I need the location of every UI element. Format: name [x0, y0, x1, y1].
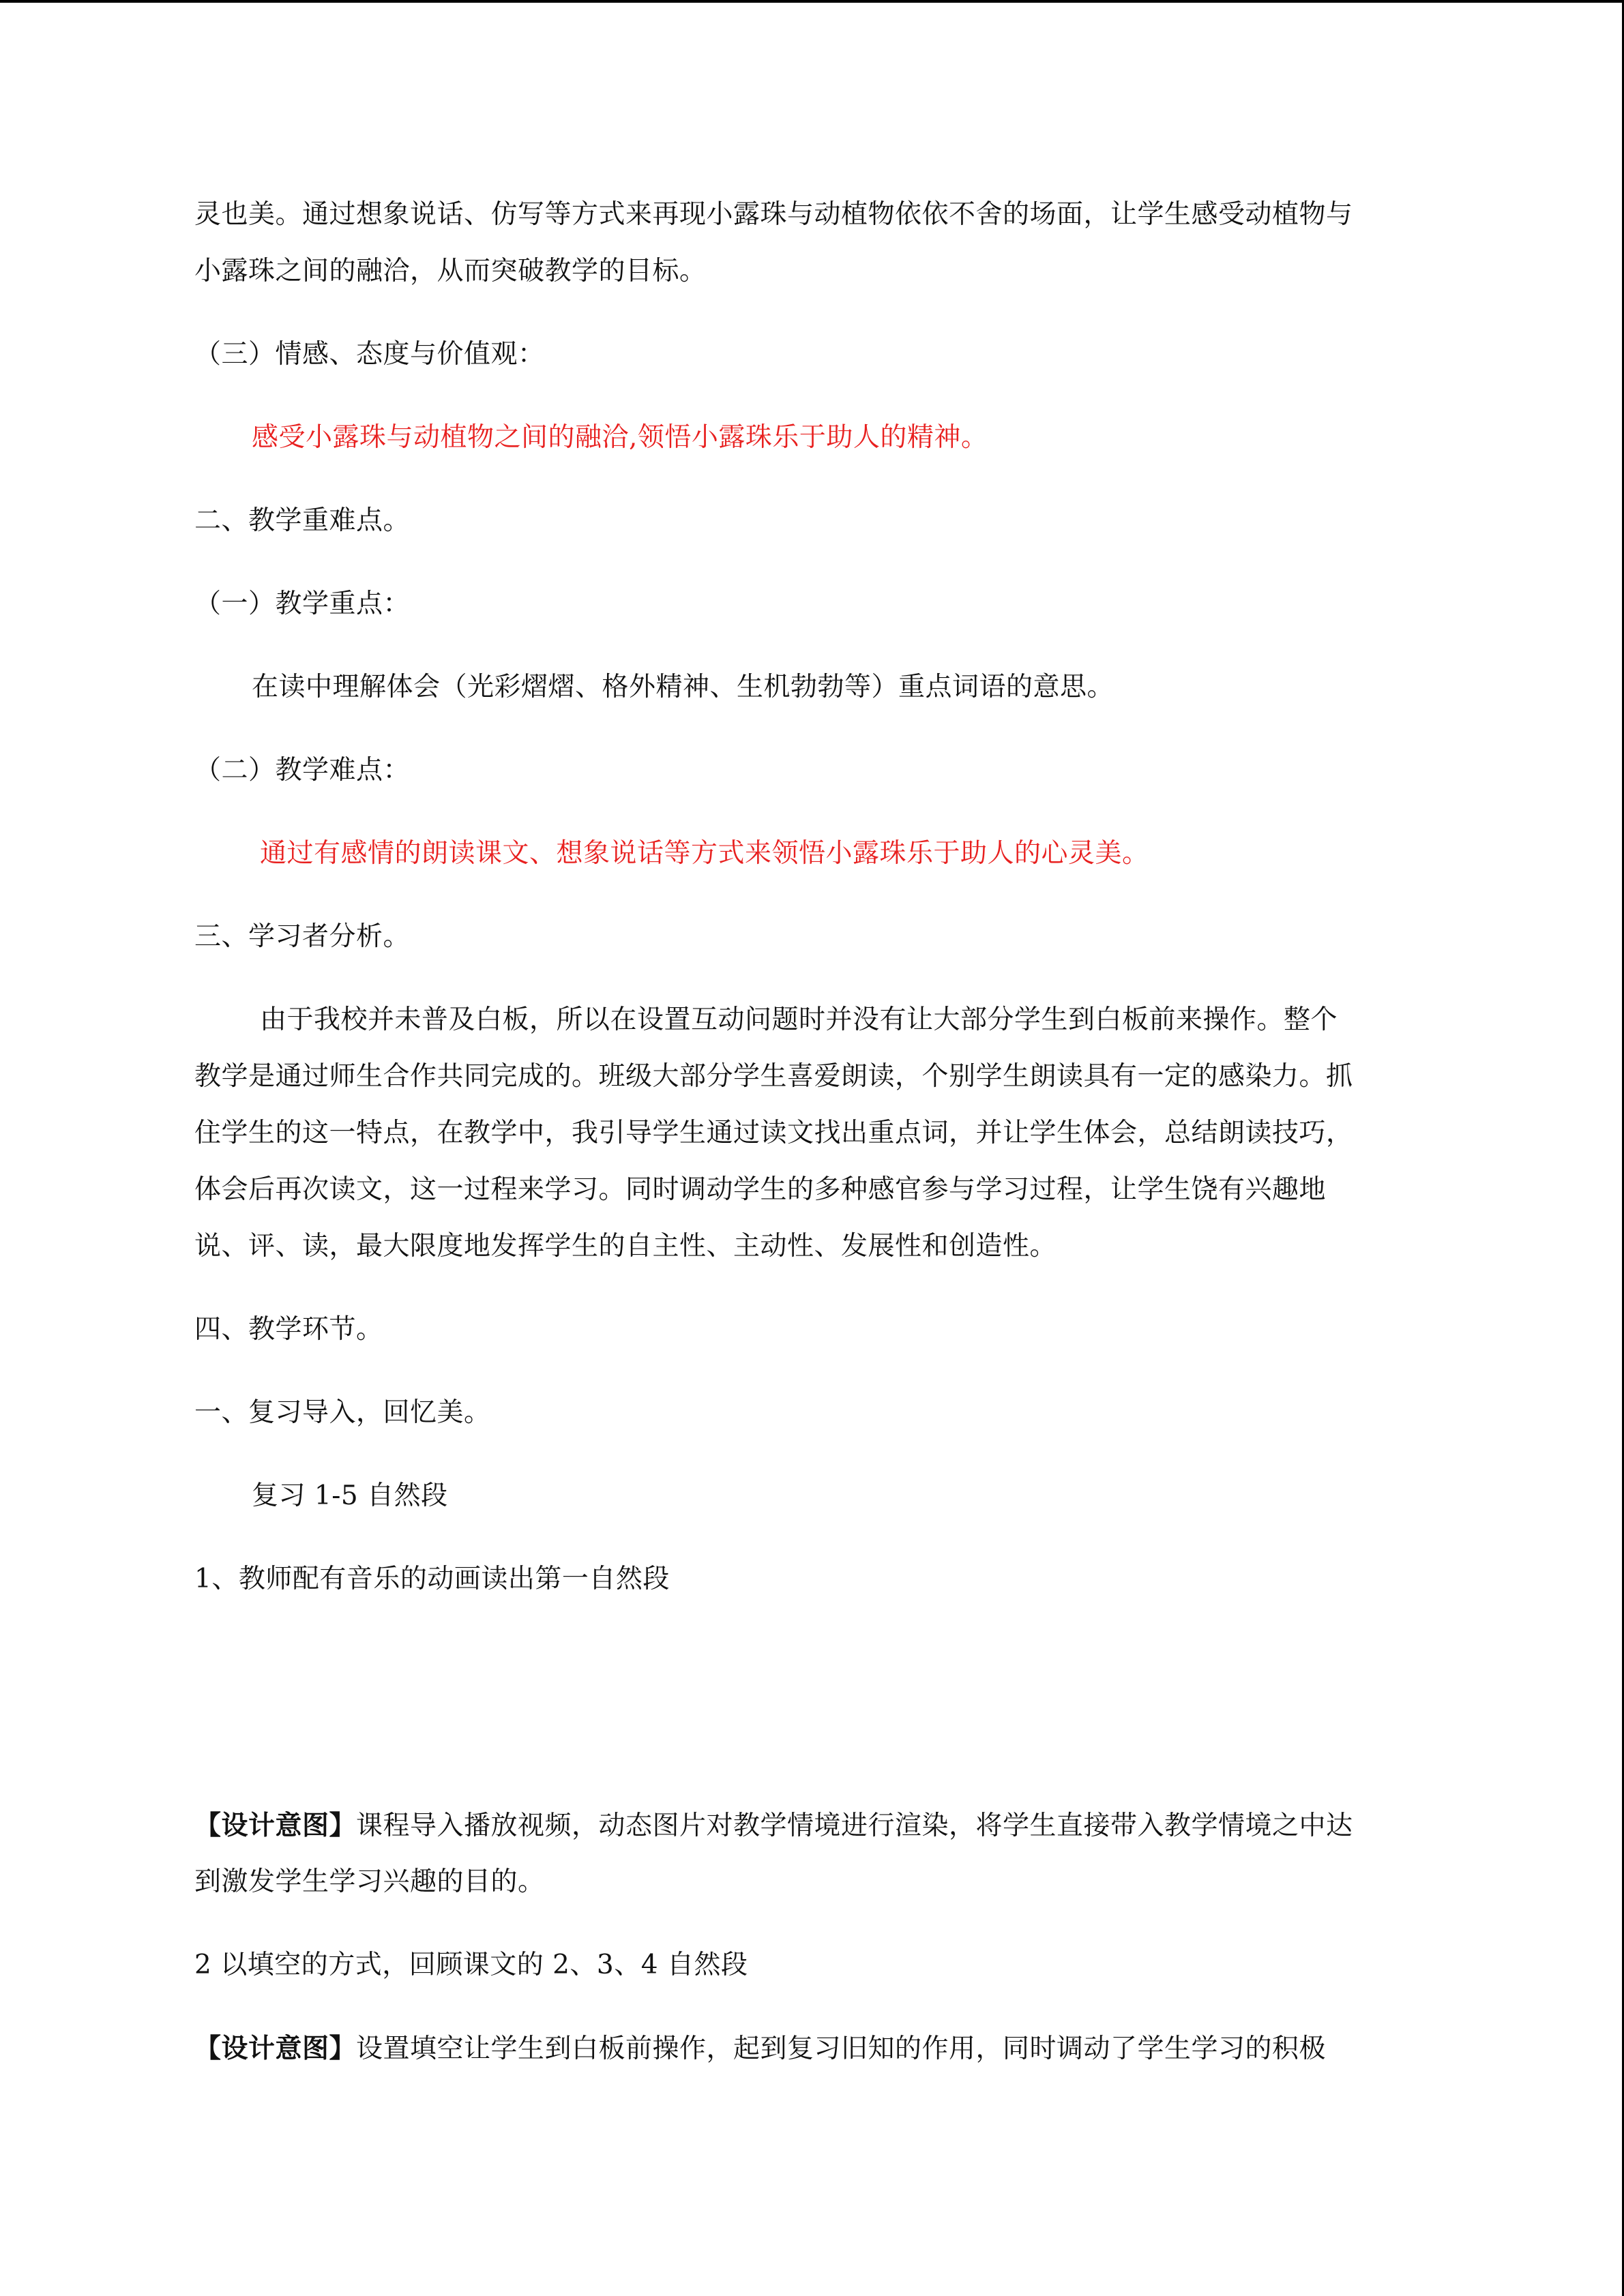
paragraph-line: 由于我校并未普及白板，所以在设置互动问题时并没有让大部分学生到白板前来操作。整个	[260, 1004, 1338, 1035]
step-heading-review: 一、复习导入，回忆美。	[194, 1397, 491, 1428]
highlighted-goal: 感受小露珠与动植物之间的融洽,领悟小露珠乐于助人的精神。	[252, 422, 988, 453]
section-heading-attitude: （三）情感、态度与价值观：	[194, 339, 545, 370]
section-heading-learner-analysis: 三、学习者分析。	[194, 921, 411, 952]
top-border-rule	[0, 0, 1624, 3]
design-intent-1	[194, 1808, 1353, 1843]
section-heading-key-difficult: 二、教学重难点。	[194, 505, 411, 536]
paragraph-line: 说、评、读，最大限度地发挥学生的自主性、主动性、发展性和创造性。	[194, 1231, 1057, 1262]
subheading-difficult-point: （二）教学难点：	[194, 755, 411, 786]
paragraph-line: 住学生的这一特点，在教学中，我引导学生通过读文找出重点词，并让学生体会，总结朗读技巧，	[194, 1118, 1353, 1148]
key-point-text: 在读中理解体会（光彩熠熠、格外精神、生机勃勃等）重点词语的意思。	[252, 672, 1114, 702]
design-intent-tag: 【设计意图】	[194, 2033, 357, 2064]
review-text: 复习 1-5 自然段	[252, 1480, 448, 1511]
design-intent-text: 设置填空让学生到白板前操作，起到复习旧知的作用，同时调动了学生学习的积极	[356, 2033, 1327, 2064]
design-intent-2	[194, 2031, 1326, 2066]
list-item-2: 2 以填空的方式，回顾课文的 2、3、4 自然段	[194, 1950, 748, 1980]
paragraph-line: 灵也美。通过想象说话、仿写等方式来再现小露珠与动植物依依不舍的场面，让学生感受动植物与	[194, 199, 1353, 230]
design-intent-tag: 【设计意图】	[194, 1810, 357, 1841]
subheading-key-point: （一）教学重点：	[194, 588, 411, 619]
highlighted-difficult-point: 通过有感情的朗读课文、想象说话等方式来领悟小露珠乐于助人的心灵美。	[260, 838, 1149, 869]
paragraph-line: 教学是通过师生合作共同完成的。班级大部分学生喜爱朗读，个别学生朗读具有一定的感染力。抓	[194, 1061, 1353, 1092]
list-item-1: 1、教师配有音乐的动画读出第一自然段	[194, 1564, 670, 1594]
paragraph-line: 小露珠之间的融洽，从而突破教学的目标。	[194, 256, 707, 286]
paragraph-line: 体会后再次读文，这一过程来学习。同时调动学生的多种感官参与学习过程，让学生饶有兴趣地	[194, 1174, 1327, 1205]
design-intent-text: 课程导入播放视频，动态图片对教学情境进行渲染，将学生直接带入教学情境之中达	[356, 1810, 1353, 1841]
section-heading-teaching-steps: 四、教学环节。	[194, 1314, 383, 1345]
paragraph-line: 到激发学生学习兴趣的目的。	[194, 1866, 545, 1897]
